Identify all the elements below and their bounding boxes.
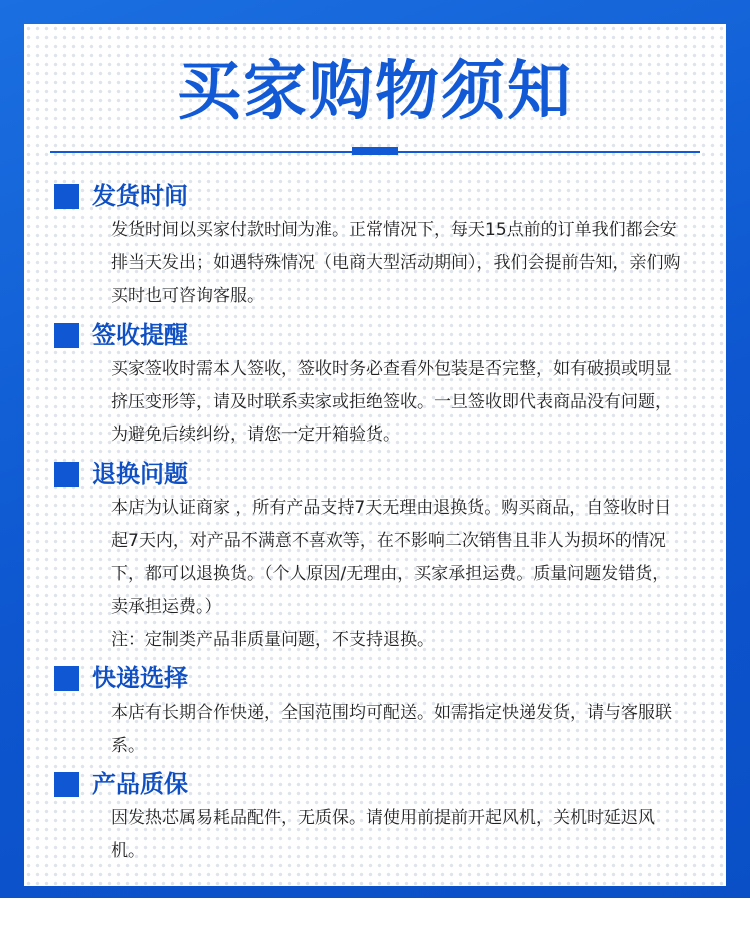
section-text: 本店为认证商家 ，所有产品支持7天无理由退换货。购买商品，自签收时日起7天内，对产品不满意不喜欢等，在不影响二次销售且非人为损坏的情况下，都可以退换货。（个人原因/无理由，买家承担运费。质量问题发错货，卖承担运费。）: [111, 498, 672, 617]
section-text: 因发热芯属易耗品配件，无质保。请使用前提前开起风机，关机时延迟风机。: [111, 808, 655, 861]
square-bullet-icon: [54, 666, 79, 691]
section-title: 退换问题: [92, 460, 188, 488]
page-title: 买家购物须知: [177, 55, 573, 129]
section-text: 买家签收时需本人签收，签收时务必查看外包装是否完整，如有破损或明显挤压变形等，请及时联系卖家或拒绝签收。一旦签收即代表商品没有问题，为避免后续纠纷，请您一定开箱验货。: [111, 359, 672, 445]
section-heading-shipping-time: [54, 179, 188, 213]
section-text: 本店有长期合作快递，全国范围均可配送。如需指定快递发货，请与客服联系。: [111, 703, 672, 756]
section-title: 发货时间: [92, 182, 188, 210]
section-heading-courier: [54, 661, 188, 695]
section-title: 快递选择: [92, 664, 188, 692]
square-bullet-icon: [54, 323, 79, 348]
section-heading-returns: [54, 457, 188, 491]
title-divider-accent: [352, 147, 398, 155]
section-title: 签收提醒: [92, 321, 188, 349]
section-heading-signing-reminder: [54, 318, 188, 352]
section-note: 注：定制类产品非质量问题，不支持退换。: [111, 630, 434, 650]
section-title: 产品质保: [92, 770, 188, 798]
square-bullet-icon: [54, 462, 79, 487]
square-bullet-icon: [54, 184, 79, 209]
section-heading-warranty: [54, 767, 188, 801]
section-text: 发货时间以买家付款时间为准。正常情况下，每天15点前的订单我们都会安排当天发出；如遇特殊情况（电商大型活动期间），我们会提前告知，亲们购买时也可咨询客服。: [111, 220, 681, 306]
square-bullet-icon: [54, 772, 79, 797]
